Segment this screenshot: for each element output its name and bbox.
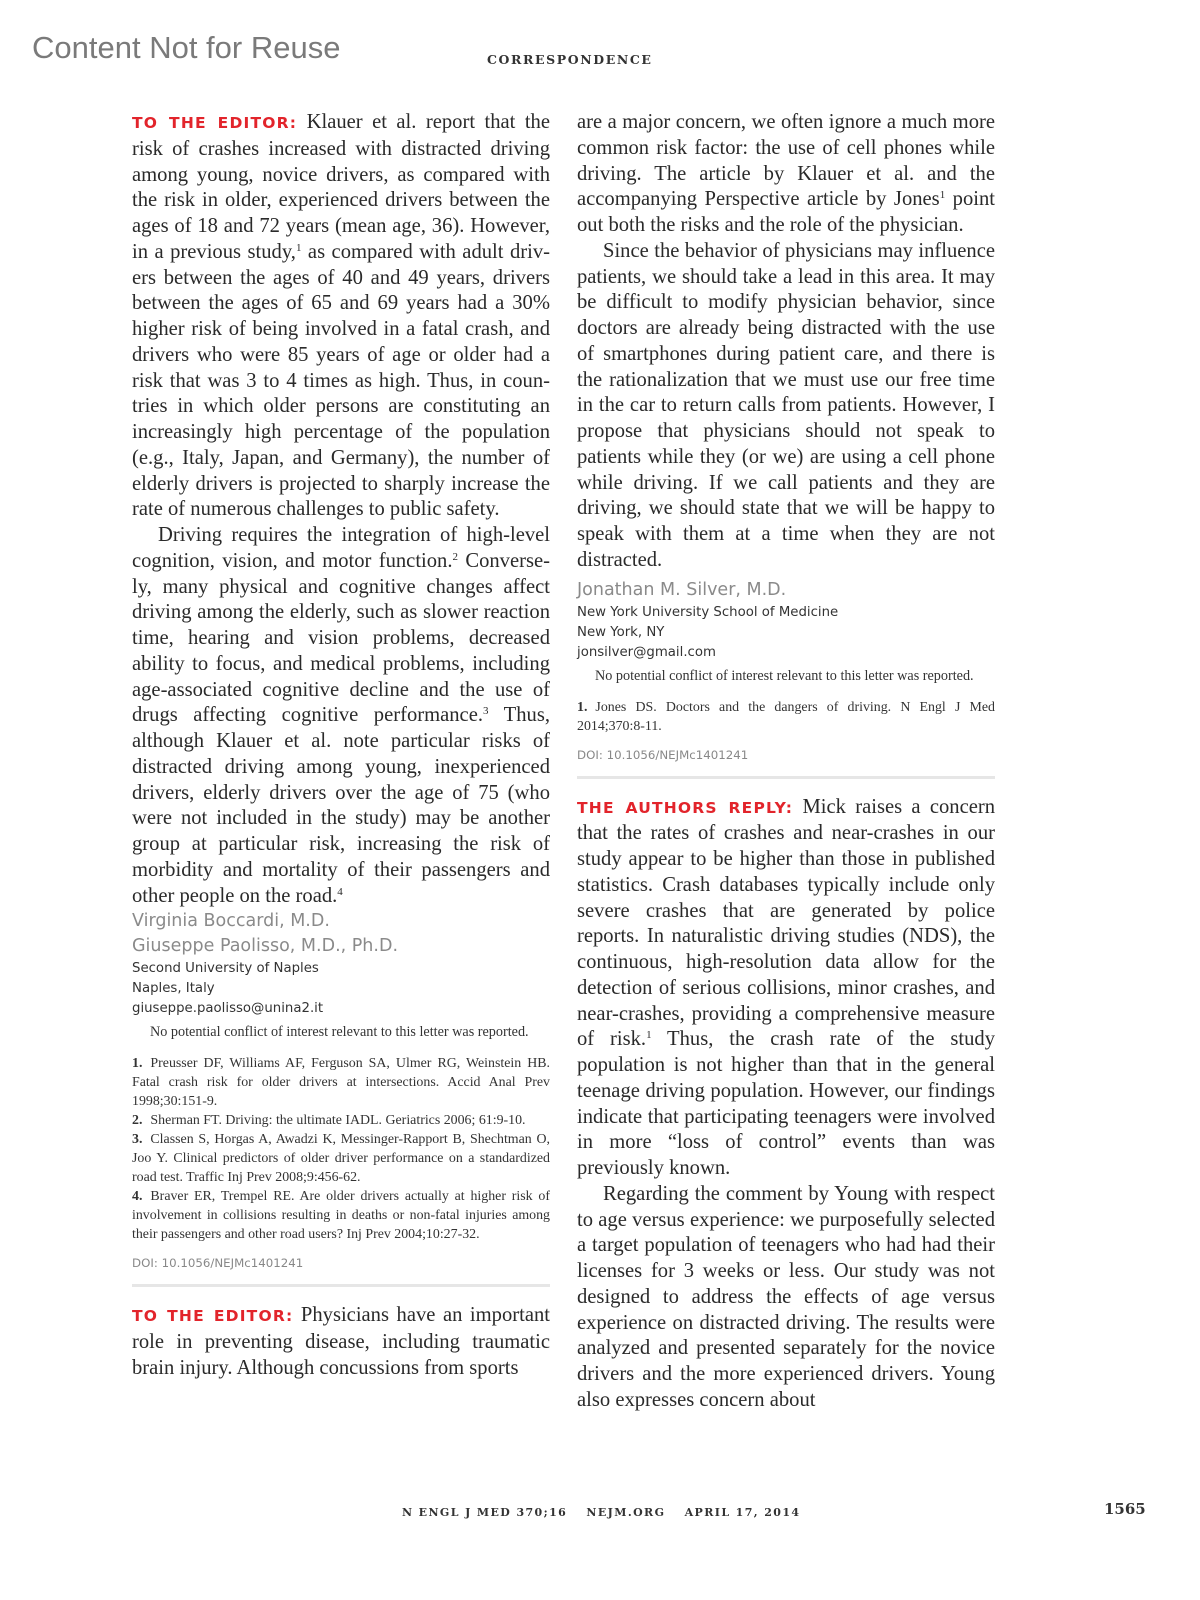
reference-list (577, 698, 995, 736)
letter2-paragraph-2: Since the behavior of physicians may influence patients, we should take a lead in this area. It may be difficult to modify physician behavior, since doctors are already being distracted with the use of smartphones during patient care, and there is the rationalization that we must use our free time in the car to return calls from patients. However, I propose that physicians should not speak to patients while they (or we) are using a cell phone while driving. If we call patients and they are driving, we should state that we will be happy to speak with them at a time when they are not distracted. (577, 239, 995, 571)
reference-list (132, 1054, 550, 1244)
letter1-paragraph-1: TO THE EDITOR: Klauer et al. report that the risk of crashes increased with distracted driving among young, novice drivers, as compared with the risk in older, experienced drivers between the ages of 18 and 72 years (mean age, 36). However, in a previous study,$^1$ as compared with adult drivers between the ages of 40 and 49 years, drivers between the ages of 65 and 69 years had a 30% higher risk of being involved in a fatal crash, and drivers who were 85 years of age or older had a risk that was 3 to 4 times as high. Thus, in countries in which older persons are constituting an increasingly high percentage of the population (e.g., Italy, Japan, and Germany), the number of elderly drivers is projected to sharply increase the rate of numerous challenges to public safety. (132, 111, 550, 521)
reply-lead: THE AUTHORS REPLY: (577, 798, 794, 817)
right-column (577, 110, 995, 1414)
running-head: CORRESPONDENCE (487, 52, 653, 67)
left-column (132, 110, 550, 1382)
author-email[interactable]: giuseppe.paolisso@unina2.it (132, 1001, 324, 1017)
reference-item: 1. Jones DS. Doctors and the dangers of driving. N Engl J Med 2014;370:8-11. (577, 699, 995, 734)
citation-superscript: 4 (337, 885, 343, 898)
letter-silver-continued (577, 110, 995, 762)
letter-lead: TO THE EDITOR: (132, 114, 298, 132)
author-name: Jonathan M. Silver, M.D. (577, 579, 787, 600)
doi-link[interactable]: DOI: 10.1056/NEJMc1401241 (577, 747, 749, 762)
section-divider (577, 776, 995, 779)
citation-superscript: 1 (295, 241, 302, 254)
page-number: 1565 (1104, 1500, 1146, 1518)
citation-superscript: 2 (452, 550, 459, 563)
doi-link[interactable]: DOI: 10.1056/NEJMc1401241 (132, 1256, 304, 1271)
conflict-of-interest: No potential conflict of interest relevant to this letter was reported. (150, 1024, 529, 1041)
reference-item: 1. Preusser DF, Williams AF, Ferguson SA, Ulmer RG, Weinstein HB. Fatal crash risk for older drivers at intersections. Accid Anal Prev 1998;30:151-9. (132, 1056, 550, 1110)
reference-item: 3. Classen S, Horgas A, Awadzi K, Messinger-Rapport B, Shechtman O, Joo Y. Clinical predictors of older driver performance on a standardized road test. Traffic Inj Prev 2008;9:456-62. (132, 1132, 550, 1186)
affiliation: Second University of Naples (132, 961, 319, 977)
journal-site[interactable]: NEJM.ORG (586, 1506, 666, 1519)
section-divider (132, 1284, 550, 1287)
letter-silver-start (132, 1303, 550, 1381)
authors-reply (577, 795, 995, 1414)
letter2-paragraph-1-cont: are a major concern, we often ignore a much more common risk factor: the use of cell phones while driving. The article by Klauer et al. and the accompanying Perspective article by Jones$^1$ point out both the risks and the role of the physician. (577, 111, 996, 236)
page-footer (402, 1506, 814, 1519)
conflict-of-interest: No potential conflict of interest relevant to this letter was reported. (595, 667, 974, 684)
reply-paragraph-1: THE AUTHORS REPLY: Mick raises a concern that the rates of crashes and near-crashes in our study appear to be higher than those in published statistics. Crash databases typically include only severe crashes that are generated by police reports. In naturalistic driving studies (NDS), the continuous, high-resolution data allow for the detection of serious collisions, minor crashes, and near-crashes, providing a comprehensive measure of risk.$^1$ Thus, the crash rate of the study population is not higher than that in the general teenage driving population. However, our findings indicate that participating teenagers were involved in more “loss of control” events than was previously known. (577, 795, 996, 1179)
journal-citation: N ENGL J MED 370;16 (402, 1506, 568, 1519)
affiliation-location: New York, NY (577, 624, 665, 640)
reference-item: 2. Sherman FT. Driving: the ultimate IADL. Geriatrics 2006; 61:9-10. (132, 1113, 526, 1129)
affiliation-location: Naples, Italy (132, 981, 215, 997)
affiliation: New York University School of Medicine (577, 604, 839, 620)
reply-paragraph-2: Regarding the comment by Young with respect to age versus experience: we purposefully selected a target population of teenagers who had had their licenses for 3 weeks or less. Our study was not designed to address the effects of age versus experience on distracted driving. The results were analyzed and presented separately for the novice drivers and the more experienced drivers. Young also expresses concern about (577, 1182, 995, 1411)
letter-boccardi (132, 110, 550, 1270)
citation-superscript: 1 (646, 1029, 652, 1042)
author-name: Giuseppe Paolisso, M.D., Ph.D. (132, 936, 399, 957)
letter1-paragraph-2: Driving requires the integration of high-level cognition, vision, and motor function.$^2$ Conversely, many physical and cognitive changes affect driving among the elderly, such as slower reaction time, hearing and vision problems, decreased ability to focus, and medical problems, including age-associated cognitive decline and the use of drugs affecting cognitive performance.$^3$ Thus, although Klauer et al. note particular risks of distracted driving among young, inexperienced drivers, elderly drivers over the age of 75 (who were not included in the study) may be another group at particular risk, increasing the risk of morbidity and mortality of their passengers and other people on the road.$^4$ (132, 524, 550, 907)
citation-superscript: 1 (939, 189, 946, 202)
reference-item: 4. Braver ER, Trempel RE. Are older drivers actually at higher risk of involvement in collisions resulting in deaths or non-fatal injuries among their passengers and other road users? Inj Prev 2004;10:27-32. (132, 1189, 550, 1243)
letter2-paragraph-1: TO THE EDITOR: Physicians have an important role in preventing disease, including traumatic brain injury. Although concussions from sports (132, 1304, 550, 1379)
issue-date: APRIL 17, 2014 (684, 1506, 801, 1519)
letter-lead: TO THE EDITOR: (132, 1307, 294, 1326)
author-email[interactable]: jonsilver@gmail.com (577, 644, 716, 660)
watermark: Content Not for Reuse (32, 30, 341, 65)
citation-superscript: 3 (483, 705, 489, 718)
author-name: Virginia Boccardi, M.D. (132, 911, 330, 932)
